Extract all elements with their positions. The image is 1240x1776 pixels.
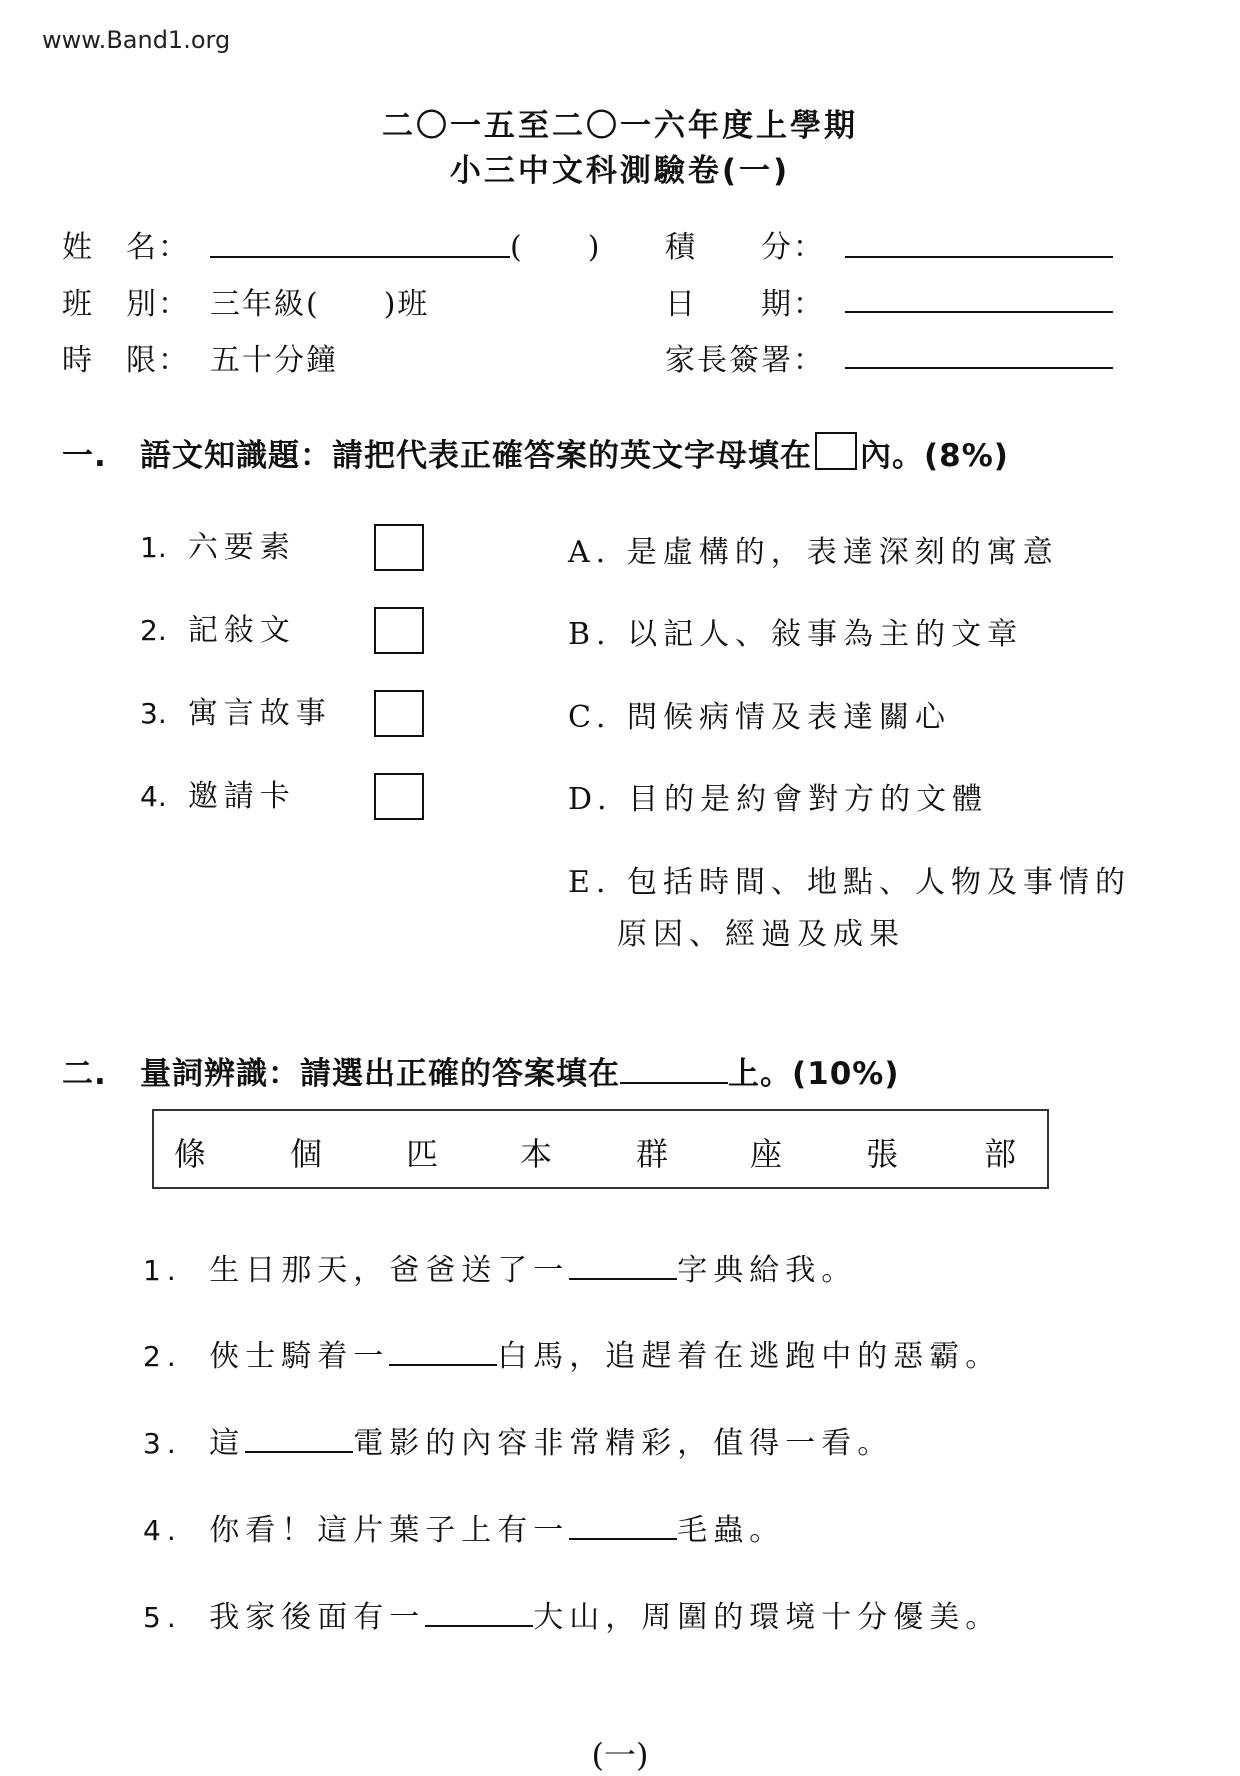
fill-question-3 bbox=[143, 1418, 893, 1462]
question-number: 3. bbox=[140, 697, 167, 730]
question-text-after: 電影的內容非常精彩，值得一看。 bbox=[353, 1426, 894, 1461]
section1-heading bbox=[140, 430, 1009, 475]
matching-question-4 bbox=[140, 771, 296, 815]
fill-question-4 bbox=[143, 1505, 785, 1549]
question-text-before: 生日那天，爸爸送了一 bbox=[209, 1253, 570, 1288]
word-bank-item: 本 bbox=[520, 1135, 553, 1173]
name-label: 姓 名： bbox=[62, 230, 190, 265]
word-bank-item: 個 bbox=[290, 1135, 323, 1173]
fill-question-2 bbox=[143, 1331, 1001, 1375]
exam-title-term: 二〇一五至二〇一六年度上學期 bbox=[382, 108, 858, 144]
fill-question-1 bbox=[143, 1245, 857, 1289]
question-number: 1. bbox=[140, 531, 167, 564]
option-text: 包括時間、地點、人物及事情的 bbox=[626, 865, 1131, 900]
option-text: 目的是約會對方的文體 bbox=[628, 782, 989, 817]
website-url: www.Band1.org bbox=[42, 26, 231, 54]
word-bank-box bbox=[152, 1109, 1049, 1189]
blank-sample bbox=[620, 1051, 728, 1084]
score-label: 積 分： bbox=[665, 230, 825, 265]
section2-marks: 上。(10%) bbox=[728, 1056, 900, 1092]
answer-box-1[interactable] bbox=[374, 524, 424, 571]
answer-blank-5[interactable] bbox=[425, 1595, 533, 1627]
word-bank-item: 部 bbox=[984, 1135, 1017, 1173]
question-text-before: 你看！這片葉子上有一 bbox=[209, 1513, 570, 1548]
question-term: 邀請卡 bbox=[187, 779, 296, 814]
option-letter: D. bbox=[568, 782, 613, 817]
answer-blank-3[interactable] bbox=[245, 1421, 353, 1453]
class-label: 班 別： bbox=[62, 287, 190, 322]
question-text-after: 白馬，追趕着在逃跑中的惡霸。 bbox=[497, 1339, 1002, 1374]
answer-box-3[interactable] bbox=[374, 690, 424, 737]
section1-number: 一. bbox=[62, 438, 107, 474]
option-d bbox=[568, 774, 988, 818]
time-limit-label: 時 限： bbox=[62, 343, 190, 378]
exam-title-paper: 小三中文科測驗卷(一) bbox=[449, 153, 791, 189]
question-text-after: 字典給我。 bbox=[677, 1253, 858, 1288]
question-text-before: 這 bbox=[209, 1426, 246, 1461]
answer-box-2[interactable] bbox=[374, 607, 424, 654]
option-letter: B. bbox=[568, 617, 612, 652]
word-bank-item: 群 bbox=[636, 1135, 669, 1173]
option-letter: A. bbox=[568, 535, 612, 570]
matching-question-1 bbox=[140, 522, 296, 566]
section1-instruction: 語文知識題：請把代表正確答案的英文字母填在 bbox=[140, 438, 812, 474]
question-number: 3. bbox=[143, 1427, 182, 1460]
option-text: 問候病情及表達關心 bbox=[626, 700, 951, 735]
question-number: 2. bbox=[140, 614, 167, 647]
question-text-before: 我家後面有一 bbox=[209, 1600, 426, 1635]
parent-signature-label: 家長簽署： bbox=[665, 343, 825, 378]
class-number-paren: ( ) bbox=[510, 230, 602, 265]
word-bank-item: 座 bbox=[750, 1135, 783, 1173]
matching-question-2 bbox=[140, 605, 296, 649]
option-a bbox=[568, 527, 1059, 571]
date-line[interactable] bbox=[845, 311, 1113, 313]
date-label: 日 期： bbox=[665, 287, 825, 322]
score-line[interactable] bbox=[845, 256, 1113, 258]
question-number: 2. bbox=[143, 1340, 182, 1373]
page-number: (一) bbox=[591, 1736, 649, 1774]
answer-blank-4[interactable] bbox=[569, 1508, 677, 1540]
answer-box-4[interactable] bbox=[374, 773, 424, 820]
option-b bbox=[568, 609, 1023, 653]
question-term: 六要素 bbox=[187, 530, 296, 565]
answer-blank-2[interactable] bbox=[389, 1334, 497, 1366]
word-bank-item: 條 bbox=[174, 1135, 207, 1173]
option-text: 是虛構的，表達深刻的寓意 bbox=[626, 535, 1059, 570]
word-bank-item: 張 bbox=[866, 1135, 899, 1173]
section2-instruction: 量詞辨識：請選出正確的答案填在 bbox=[140, 1056, 620, 1092]
question-text-after: 大山，周圍的環境十分優美。 bbox=[533, 1600, 1002, 1635]
word-bank-item: 匹 bbox=[406, 1135, 439, 1173]
answer-box-sample bbox=[815, 432, 857, 470]
question-text-before: 俠士騎着一 bbox=[209, 1339, 390, 1374]
question-text-after: 毛蟲。 bbox=[677, 1513, 786, 1548]
option-letter: E. bbox=[568, 865, 612, 900]
question-number: 4. bbox=[143, 1514, 182, 1547]
matching-question-3 bbox=[140, 688, 332, 732]
answer-blank-1[interactable] bbox=[569, 1248, 677, 1280]
name-line[interactable] bbox=[210, 256, 510, 258]
section2-heading bbox=[140, 1048, 900, 1093]
section1-marks: 內。(8%) bbox=[860, 438, 1009, 474]
question-number: 1. bbox=[143, 1254, 182, 1287]
question-term: 寓言故事 bbox=[187, 696, 332, 731]
option-text: 以記人、敍事為主的文章 bbox=[627, 617, 1024, 652]
parent-signature-line[interactable] bbox=[845, 367, 1113, 369]
question-term: 記敍文 bbox=[187, 613, 296, 648]
fill-question-5 bbox=[143, 1592, 1001, 1636]
class-value: 三年級( )班 bbox=[210, 287, 430, 322]
question-number: 4. bbox=[140, 780, 167, 813]
option-letter: C. bbox=[568, 700, 612, 735]
option-e bbox=[568, 857, 1131, 901]
time-limit-value: 五十分鐘 bbox=[210, 343, 338, 378]
section2-number: 二. bbox=[62, 1056, 107, 1092]
question-number: 5. bbox=[143, 1601, 182, 1634]
option-e-continued: 原因、經過及成果 bbox=[617, 917, 905, 952]
option-c bbox=[568, 692, 951, 736]
